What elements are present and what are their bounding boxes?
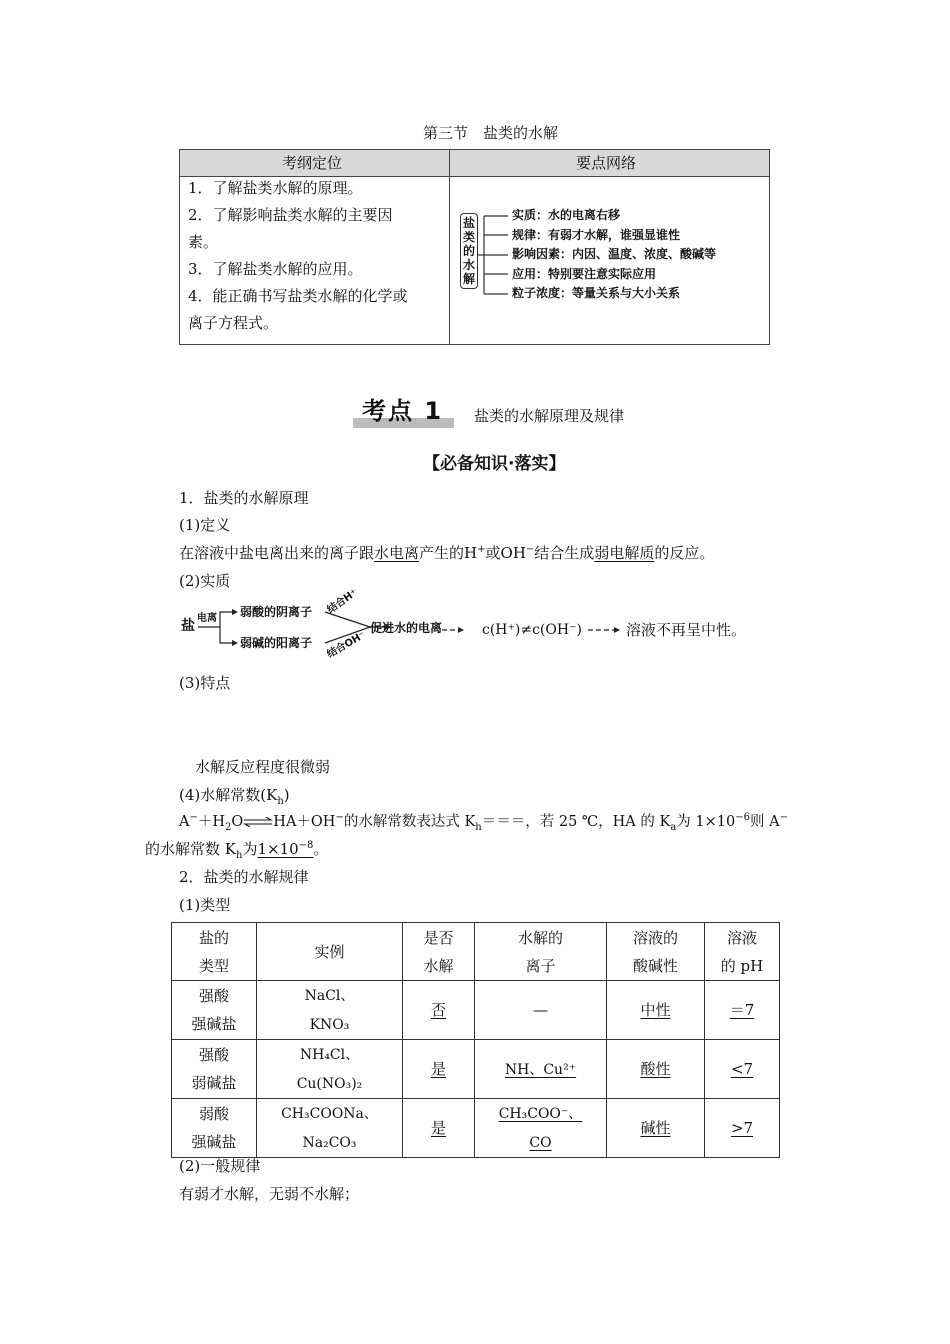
text: 1×10 [257, 840, 299, 858]
text: 结合生成 [534, 544, 595, 562]
kh-answer-line: 的水解常数 $K_h$为$1\times 10^{-8}$。 [145, 840, 329, 861]
flow-promote: 促进水的电离 [370, 621, 443, 635]
topic-badge: 考点 1 [362, 397, 444, 425]
table-row [172, 1099, 780, 1158]
header-text: 溶液的 酸碱性 [632, 928, 678, 975]
cell-example [257, 1040, 403, 1099]
cell-text: 碱性 [640, 1119, 671, 1137]
feature-text: 水解反应程度很微弱 [195, 758, 331, 776]
concept-map-item: 影响因素：内因、温度、浓度、酸碱等 [512, 247, 717, 261]
cell-type [172, 981, 257, 1040]
header-text: 溶液 的 pH [720, 928, 764, 975]
cell-text: 是 [430, 1060, 446, 1078]
col-header-network: 要点网络 [576, 154, 637, 172]
text: HA＋OH [273, 814, 336, 830]
heading-rules: 2．盐类的水解规律 [179, 868, 309, 886]
heading-principle: 1．盐类的水解原理 [179, 489, 309, 507]
cell-type [172, 1099, 257, 1158]
cell-text: 是 [430, 1119, 446, 1137]
label-essence: (2)实质 [179, 572, 231, 590]
goal-line: 3．了解盐类水解的应用。 [188, 260, 363, 278]
text: ＋H [197, 814, 226, 830]
text: A [179, 814, 190, 830]
label-types: (1)类型 [179, 896, 231, 914]
cell-text: NaCl、 KNO₃ [304, 988, 355, 1033]
cell-ion [475, 981, 607, 1040]
header-text: 水解的 离子 [517, 928, 563, 975]
text: 。 [313, 840, 329, 858]
cell-nature [607, 981, 705, 1040]
concept-map-item: 规律：有弱才水解，谁强显谁性 [512, 228, 681, 242]
header-text: 实例 [314, 942, 345, 961]
cell-hydrolyze [403, 1099, 475, 1158]
blank-answer: 水电离 [374, 544, 420, 562]
flow-bind-h: 结合H⁺ [325, 587, 360, 616]
cell-text: 弱酸 强碱盐 [191, 1105, 237, 1151]
table-header-cell [705, 923, 780, 981]
text: 为 [242, 840, 258, 858]
kh-expression-line: $A^-+H_2O$ HA＋OH−的水解常数表达式 $K_h===$，若 25 ℃，HA 的 $K_a$为 $1\times 10^{-6}$则 A− [179, 812, 788, 833]
concept-map-item: 应用：特别要注意实际应用 [512, 267, 657, 281]
goal-line: 离子方程式。 [188, 314, 279, 332]
rule-text: 有弱才水解，无弱不水解； [179, 1185, 360, 1203]
label-features: (3)特点 [179, 674, 231, 692]
cell-hydrolyze [403, 981, 475, 1040]
table-divider [449, 150, 450, 344]
flow-weak-base-cation: 弱碱的阳离子 [240, 636, 313, 650]
table-header-cell [475, 923, 607, 981]
cell-text: 酸性 [640, 1060, 671, 1078]
cell-text: CH₃COO⁻、 CO [498, 1106, 583, 1151]
table-header-cell [257, 923, 403, 981]
cell-text: NH、Cu²⁺ [504, 1061, 577, 1078]
table-header-cell [172, 923, 257, 981]
cell-ion [475, 1099, 607, 1158]
text: 产生的H [419, 544, 478, 562]
cell-text: NH₄Cl、 Cu(NO₃)₂ [296, 1047, 363, 1092]
cell-type [172, 1040, 257, 1099]
cell-nature [607, 1099, 705, 1158]
text: 则 A [749, 814, 780, 830]
cell-ph [705, 1099, 780, 1158]
cell-hydrolyze [403, 1040, 475, 1099]
cell-text: <7 [730, 1060, 754, 1078]
cell-text: — [533, 1001, 548, 1019]
outline-table-header [180, 150, 769, 177]
table-row [172, 981, 780, 1040]
blank-answer: $1\times 10^{-8}$ [257, 840, 314, 858]
topic-title: 盐类的水解原理及规律 [474, 407, 625, 425]
goal-line: 素。 [188, 233, 219, 251]
table-header-cell [403, 923, 475, 981]
text: 或OH [485, 544, 526, 562]
text: 的水解常数表达式 K [343, 814, 476, 830]
flow-weak-acid-anion: 弱酸的阴离子 [240, 605, 313, 619]
cell-text: ＝7 [729, 1001, 755, 1019]
section-header: 【必备知识·落实】 [423, 454, 566, 474]
text: 的反应。 [654, 544, 715, 562]
cell-example [257, 981, 403, 1040]
concept-map-root-label: 盐类的水解 [463, 216, 476, 286]
salt-type-table [171, 922, 780, 1158]
subscript: h [277, 796, 284, 807]
text: (4)水解常数(K [179, 786, 278, 804]
text: 在溶液中盐电离出来的离子跟 [179, 544, 375, 562]
table-row [172, 1040, 780, 1099]
table-header-row [172, 923, 780, 981]
cell-text: 强酸 弱碱盐 [191, 1046, 237, 1092]
text: 的水解常数 K [145, 840, 236, 858]
concept-map-item: 粒子浓度：等量关系与大小关系 [512, 286, 681, 300]
table-header-cell [607, 923, 705, 981]
concept-map-item: 实质：水的电离右移 [512, 208, 621, 222]
header-text: 盐的 类型 [198, 928, 229, 975]
definition-text: 在溶液中盐电离出来的离子跟水电离产生的H+或OH−结合生成弱电解质的反应。 [179, 544, 715, 562]
cell-text: >7 [730, 1119, 754, 1137]
text: O [231, 814, 244, 830]
flow-inequality: c(H⁺)≠c(OH⁻) [482, 622, 582, 638]
equilibrium-arrow-icon [243, 817, 273, 827]
cell-text: CH₃COONa、 Na₂CO₃ [281, 1106, 378, 1151]
col-header-outline: 考纲定位 [282, 154, 343, 172]
cell-ph [705, 1040, 780, 1099]
cell-text: 中性 [640, 1001, 671, 1019]
flow-ionize: 电离 [197, 613, 217, 624]
cell-text: 强酸 强碱盐 [191, 987, 237, 1033]
flow-bind-oh: 结合OH⁻ [325, 629, 368, 661]
blank-answer: 弱电解质 [594, 544, 655, 562]
goal-line: 1．了解盐类水解的原理。 [188, 179, 363, 197]
cell-ph [705, 981, 780, 1040]
goal-line: 4．能正确书写盐类水解的化学或 [188, 287, 408, 305]
header-text: 是否 水解 [423, 928, 454, 975]
concept-map-bracket [478, 210, 514, 300]
cell-example [257, 1099, 403, 1158]
concept-map-root [460, 213, 478, 289]
text: ＝＝＝，若 25 ℃，HA 的 K [481, 814, 671, 830]
text: 为 1×10 [676, 814, 736, 830]
cell-ion [475, 1040, 607, 1099]
label-general-rules: (2)一般规律 [179, 1157, 261, 1175]
flow-salt: 盐 [181, 618, 195, 634]
goal-line: 2．了解影响盐类水解的主要因 [188, 206, 393, 224]
cell-nature [607, 1040, 705, 1099]
label-hydrolysis-constant: (4)水解常数$(K_h)$ [179, 786, 290, 807]
flow-result: 溶液不再呈中性。 [626, 621, 747, 639]
label-definition: (1)定义 [179, 516, 231, 534]
page-title: 第三节 盐类的水解 [423, 124, 559, 142]
cell-text: 否 [430, 1001, 446, 1019]
